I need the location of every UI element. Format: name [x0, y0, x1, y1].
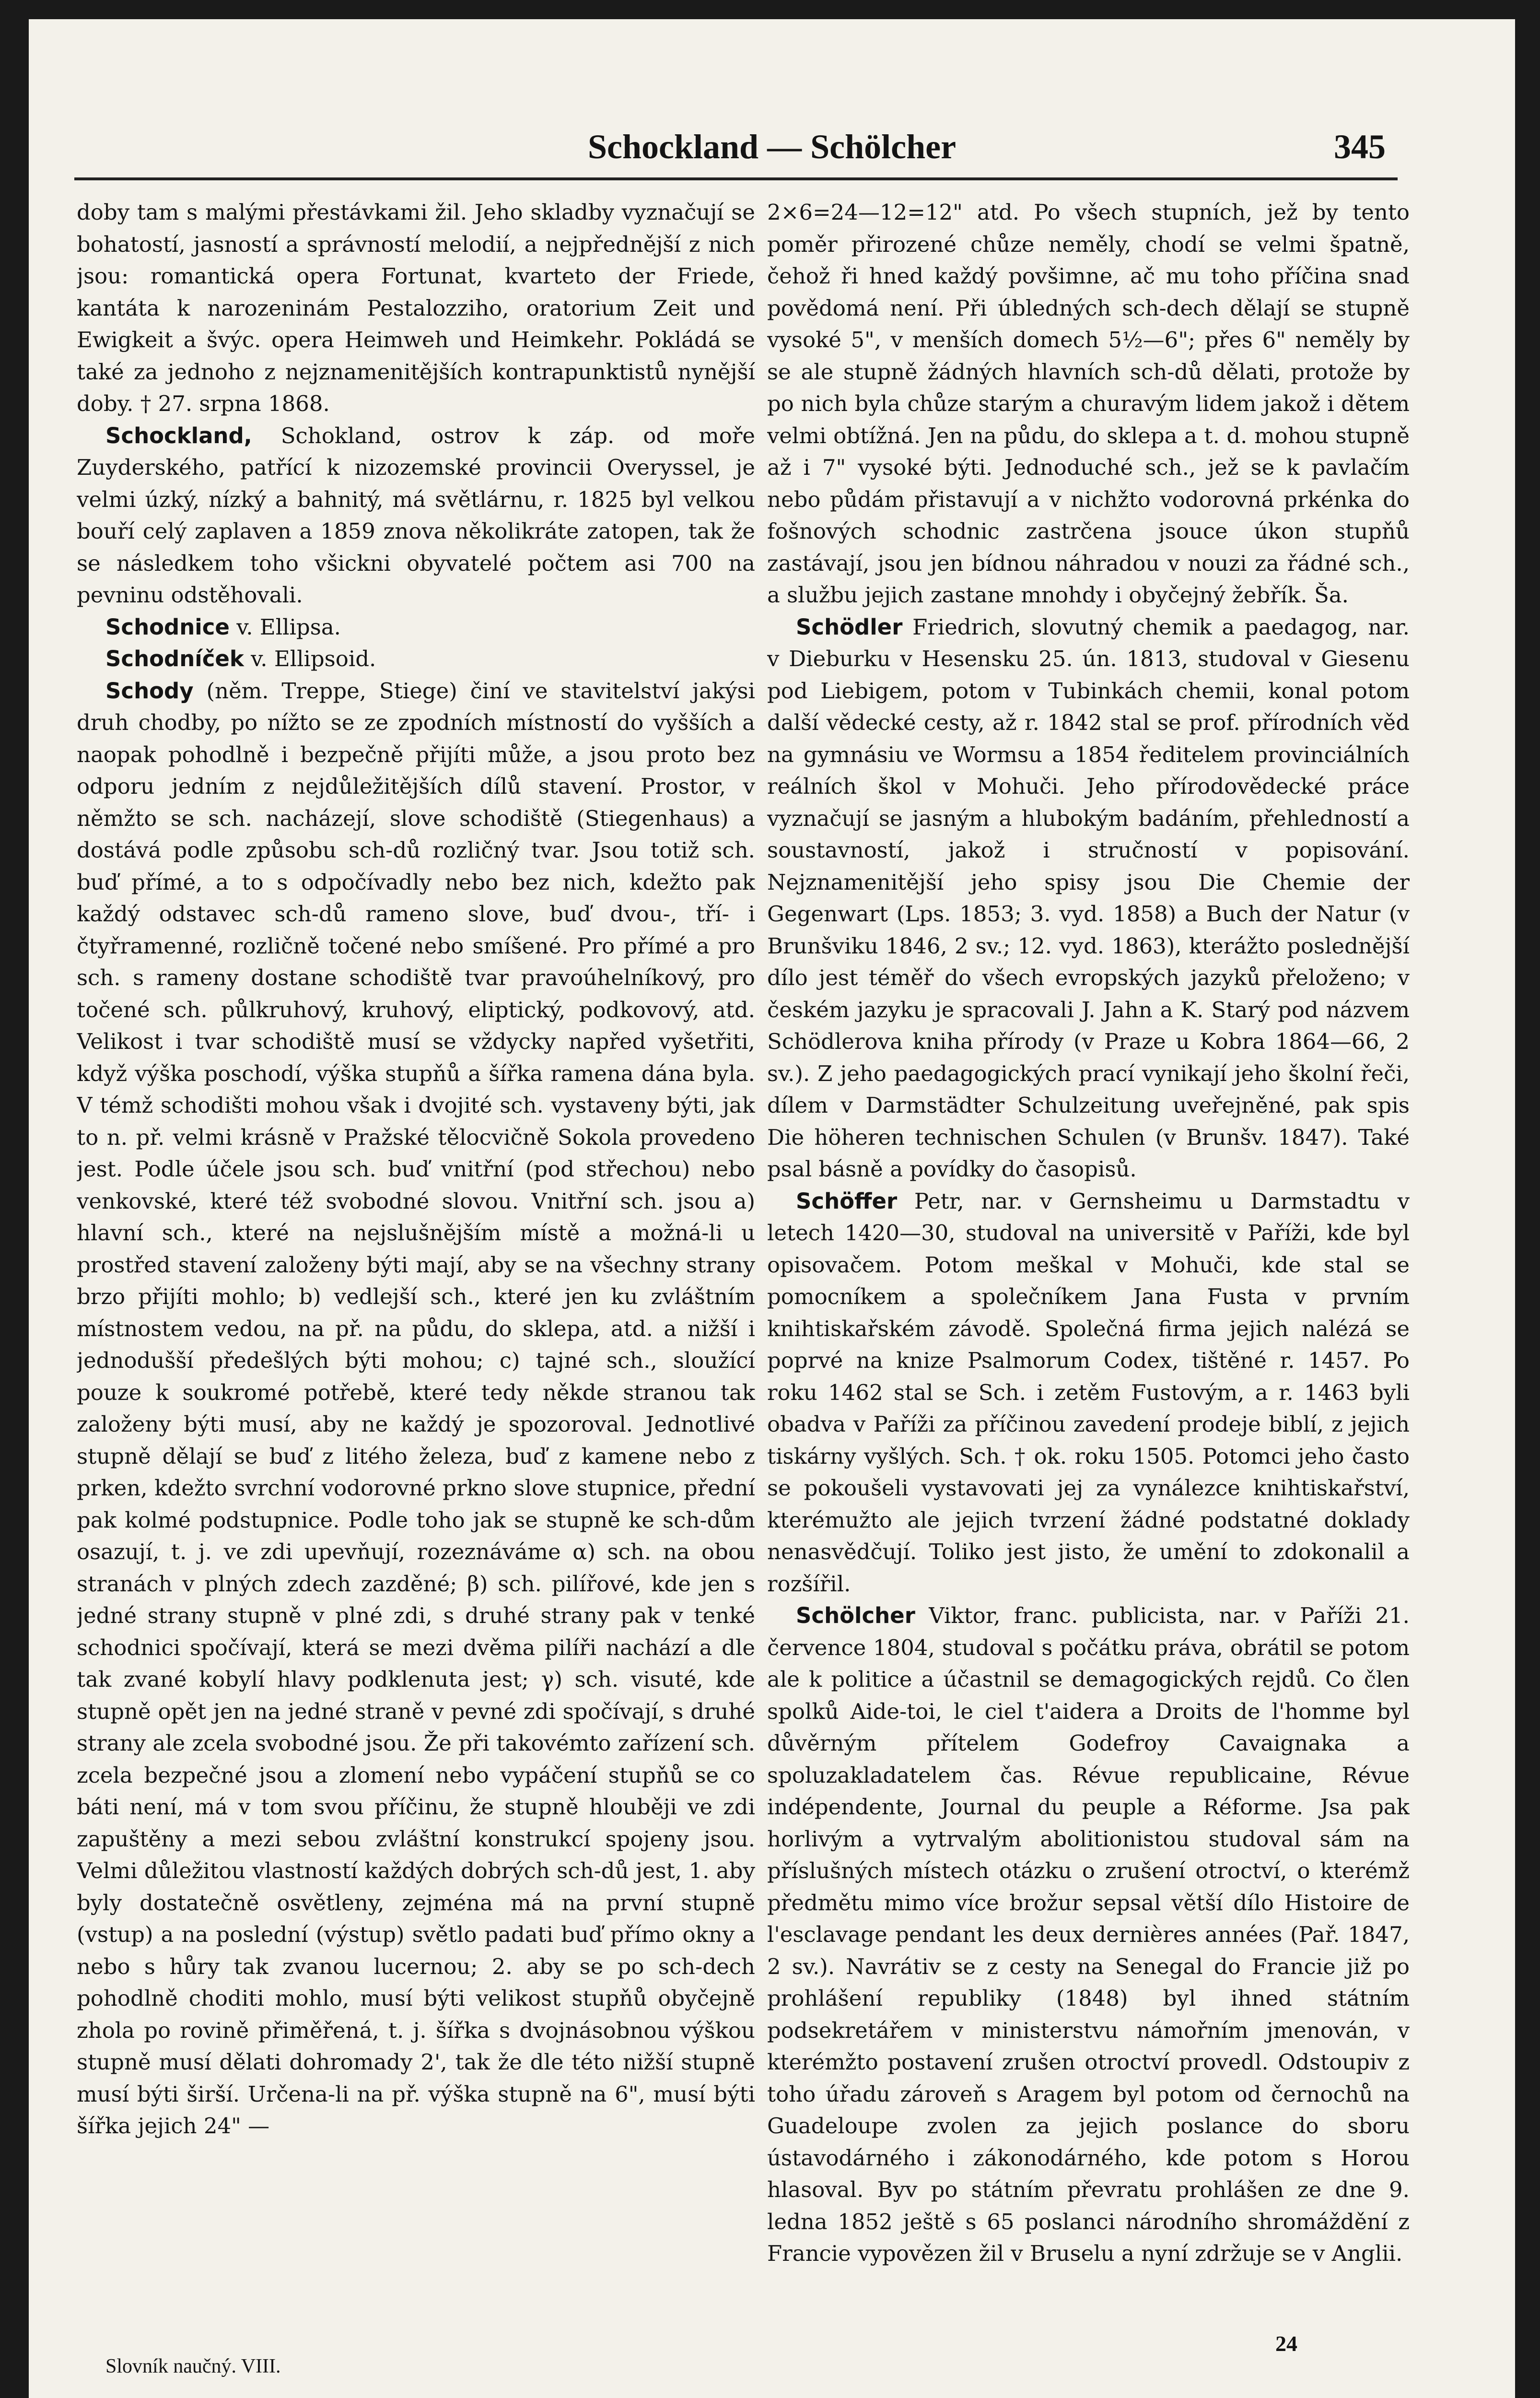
paragraph [767, 1600, 1410, 2270]
entry-text: 2×6=24—12=12" atd. Po všech stupních, jež by tento poměr přirozené chůze neměly, chodí se velmi špatně, čehož ři hned každý povšimne, ač mu toho příčina snad povědomá není. Při úbledných sch-dech dělají se stupně vysoké 5", v menších domech 5½—6"; přes 6" neměly by se ale stupně žádných hlavních sch-dů dělati, protože by po nich byla chůze starým a churavým lidem jakož i dětem velmi obtížná. Jen na půdu, do sklepa a t. d. mohou stupně až i 7" vysoké býti. Jednoduché sch., jež se k pavlačím nebo půdám přistavují a v nichžto vodorovná prkénka do fošnových schodnic zastrčena jsouce úkon stupňů zastávají, jsou jen bídnou náhradou v nouzi za řádné sch., a službu jejich zastane mnohdy i obyčejný žebřík. Ša. [767, 200, 1410, 608]
running-header [29, 118, 1515, 170]
headword: Schöffer [796, 1188, 898, 1214]
entry-text: doby tam s malými přestávkami žil. Jeho skladby vyznačují se bohatostí, jasností a správností melodií, a nejpřednější z nich jsou: romantická opera Fortunat, kvarteto der Friede, kantáta k narozeninám Pestalozziho, oratorium Zeit und Ewigkeit a švýc. opera Heimweh und Heimkehr. Pokládá se také za jednoho z nejznamenitějších kontrapunktistů nynější doby. † 27. srpna 1868. [77, 200, 755, 416]
left-column [77, 197, 755, 2350]
paragraph [77, 611, 755, 644]
entry-text: Viktor, franc. publicista, nar. v Paříži 21. července 1804, studoval s počátku práva, obrátil se potom ale k politice a účastnil se demagogických rejdů. Co člen spolků Aide-toi, le ciel t'aidera a Droits de l'homme byl důvěrným přítelem Godefroy Cavaignaka a spoluzakladatelem čas. Révue republicaine, Révue indépendente, Journal du peuple a Réforme. Jsa pak horlivým a vytrvalým abolitionistou studoval sám na příslušných místech otázku o zrušení otroctví, o kterémž předmětu mimo více brožur sepsal větší dílo Histoire de l'esclavage pendant les deux dernières années (Pař. 1847, 2 sv.). Navrátiv se z cesty na Senegal do Francie již po prohlášení republiky (1848) byl ihned státním podsekretářem v ministerstvu námořním jmenován, v kterémžto postavení zrušen otroctví provedl. Odstoupiv z toho úřadu zároveň s Aragem byl potom od černochů na Guadeloupe zvolen za jejich poslance do sboru ústavodárného i zákonodárného, kde potom s Horou hlasoval. Byv po státním převratu prohlášen ze dne 9. ledna 1852 ještě s 65 poslanci národního shromáždění z Francie vypovězen žil v Bruselu a nyní zdržuje se v Anglii. [767, 1603, 1410, 2266]
headword: Schodnice [105, 614, 230, 640]
headword: Schölcher [796, 1603, 915, 1628]
paragraph [77, 643, 755, 675]
header-title: Schockland — Schölcher [587, 128, 957, 166]
headword: Schodníček [105, 646, 244, 671]
paragraph [767, 611, 1410, 1186]
paragraph [77, 197, 755, 420]
header-rule [74, 177, 1398, 180]
footer-volume: Slovník naučný. VIII. [105, 2355, 281, 2377]
footer-signature: 24 [1275, 2331, 1297, 2356]
paragraph [767, 197, 1410, 611]
paragraph [77, 420, 755, 611]
paragraph [77, 675, 755, 2142]
entry-text: Petr, nar. v Gernsheimu u Darmstadtu v letech 1420—30, studoval na universitě v Paříži, kde byl opisovačem. Potom meškal v Mohuči, kde stal se pomocníkem a společníkem Jana Fusta v prvním knihtiskařském závodě. Společná firma jejich nalézá se poprvé na knize Psalmorum Codex, tištěné r. 1457. Po roku 1462 stal se Sch. i zetěm Fustovým, a r. 1463 byli obadva v Paříži za příčinou zavedení prodeje biblí, z jejich tiskárny vyšlých. Sch. † ok. roku 1505. Potomci jeho často se pokoušeli vystavovati jej za vynálezce knihtiskařství, kterémužto ale jejich tvrzení žádné podstatné doklady nenasvědčují. Toliko jest jisto, že umění to zdokonalil a rozšířil. [767, 1188, 1410, 1597]
entry-text: Schokland, ostrov k záp. od moře Zuyderského, patřící k nizozemské provincii Overyssel, je velmi úzký, nízký a bahnitý, má světlárnu, r. 1825 byl velkou bouří celý zaplaven a 1859 znova několikráte zatopen, tak že se následkem toho všickni obyvatelé počtem asi 700 na pevninu odstěhovali. [77, 423, 755, 608]
entry-text: v. Ellipsoid. [244, 646, 376, 671]
headword: Schody [105, 678, 194, 704]
page-number: 345 [1334, 128, 1386, 166]
page [29, 19, 1515, 2398]
right-column [767, 197, 1410, 2350]
headword: Schödler [796, 614, 903, 640]
entry-text: v. Ellipsa. [229, 614, 341, 640]
entry-text: (něm. Treppe, Stiege) činí ve stavitelství jakýsi druh chodby, po nížto se ze zpodních místností do vyšších a naopak pohodlně i bezpečně přijíti může, a jsou proto bez odporu jedním z nejdůležitějších dílů stavení. Prostor, v němžto se sch. nacházejí, slove schodiště (Stiegenhaus) a dostává podle způsobu sch-dů rozličný tvar. Jsou totiž sch. buď přímé, a to s odpočívadly nebo bez nich, kdežto pak každý odstavec sch-dů rameno slove, buď dvou-, tří- i čtyřramenné, rozličně točené nebo smíšené. Pro přímé a pro sch. s rameny dostane schodiště tvar pravoúhelníkový, pro točené sch. půlkruhový, kruhový, eliptický, podkovový, atd. Velikost i tvar schodiště musí se vždycky napřed vyšetřiti, když výška poschodí, výška stupňů a šířka ramena dána byla. V témž schodišti mohou však i dvojité sch. vystaveny býti, jak to n. př. velmi krásně v Pražské tělocvičně Sokola provedeno jest. Podle účele jsou sch. buď vnitřní (pod střechou) nebo venkovské, které též svobodné slovou. Vnitřní sch. jsou a) hlavní sch., které na nejslušnějším místě a možná-li u prostřed stavení založeny býti mají, aby se na všechny strany brzo přijíti mohlo; b) vedlejší sch., které jen ku zvláštním místnostem vedou, na př. na půdu, do sklepa, atd. a nižší i jednodušší předešlých býti mohou; c) tajné sch., sloužící pouze k soukromé potřebě, které tedy někde stranou tak založeny býti musí, aby ne každý je spozoroval. Jednotlivé stupně dělají se buď z litého železa, buď z kamene nebo z prken, kdežto svrchní vodorovné prkno slove stupnice, přední pak kolmé podstupnice. Podle toho jak se stupně ke sch-dům osazují, t. j. ve zdi upevňují, rozeznáváme α) sch. na obou stranách v plných zdech zazděné; β) sch. pilířové, kde jen s jedné strany stupně v plné zdi, s druhé strany pak v tenké schodnici spočívají, která se mezi dvěma pilíři nachází a dle tak zvané kobylí hlavy podklenuta jest; γ) sch. visuté, kde stupně opět jen na jedné straně v pevné zdi spočívají, s druhé strany ale zcela svobodné jsou. Že při takovémto zařízení sch. zcela bezpečné jsou a zlomení nebo vypáčení stupňů se co báti není, má v tom svou příčinu, že stupně hlouběji ve zdi zapuštěny a mezi sebou zvláštní konstrukcí spojeny jsou. Velmi důležitou vlastností každých dobrých sch-dů jest, 1. aby byly dostatečně osvětleny, zejména má na první stupně (vstup) a na poslední (výstup) světlo padati buď přímo okny a nebo s hůry tak zvanou lucernou; 2. aby se po sch-dech pohodlně choditi mohlo, musí býti velikost stupňů obyčejně zhola po rovině přiměřená, t. j. šířka s dvojnásobnou výškou stupně musí dělati dohromady 2', tak že dle této nižší stupně musí býti širší. Určena-li na př. výška stupně na 6", musí býti šířka jejich 24" — [77, 678, 755, 2139]
paragraph [767, 1186, 1410, 1600]
headword: Schockland, [105, 423, 252, 448]
entry-text: Friedrich, slovutný chemik a paedagog, nar. v Dieburku v Hesensku 25. ún. 1813, studoval v Giesenu pod Liebigem, potom v Tubinkách chemii, konal potom další vědecké cesty, až r. 1842 stal se prof. přírodních věd na gymnásiu ve Wormsu a 1854 ředitelem provinciálních reálních škol v Mohuči. Jeho přírodovědecké práce vyznačují se jasným a hlubokým badáním, přehledností a soustavností, jakož i stručností v popisování. Nejznamenitější jeho spisy jsou Die Chemie der Gegenwart (Lps. 1853; 3. vyd. 1858) a Buch der Natur (v Brunšviku 1846, 2 sv.; 12. vyd. 1863), kterážto poslednější dílo jest téměř do všech evropských jazyků přeloženo; v českém jazyku je spracovali J. Jahn a K. Starý pod názvem Schödlerova kniha přírody (v Praze u Kobra 1864—66, 2 sv.). Z jeho paedagogických prací vynikají jeho školní řeči, dílem v Darmstädter Schulzeitung uveřejněné, pak spis Die höheren technischen Schulen (v Brunšv. 1847). Také psal básně a povídky do časopisů. [767, 614, 1410, 1182]
